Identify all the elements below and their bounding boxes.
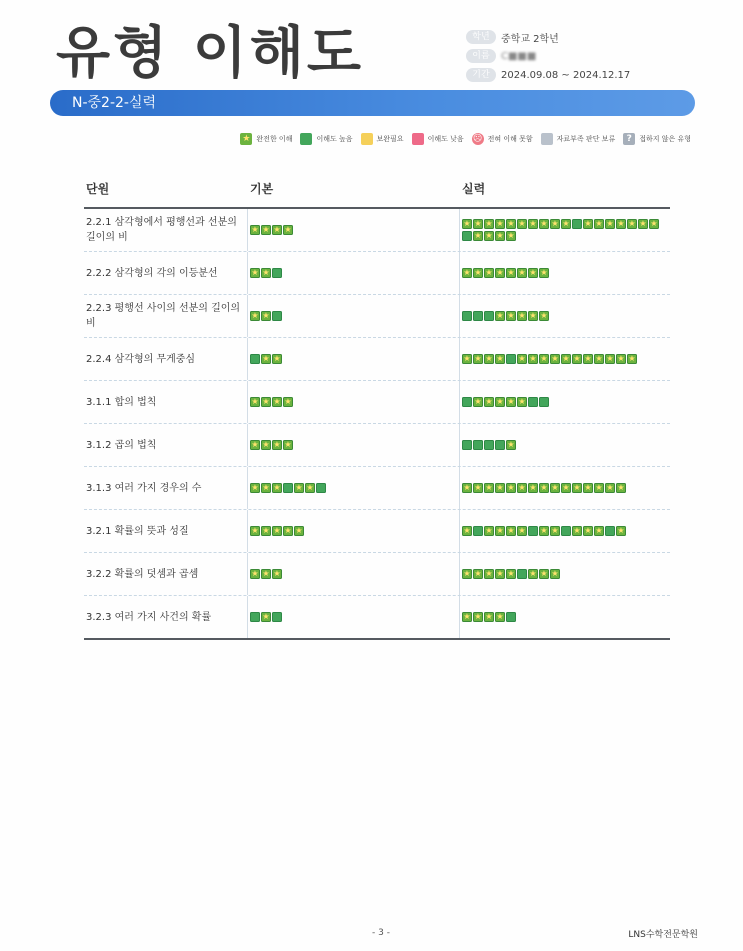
legend-item — [472, 133, 533, 145]
green-mark-icon — [316, 483, 326, 493]
yellow-square-icon — [361, 133, 373, 145]
star-mark-icon — [462, 219, 472, 229]
green-mark-icon — [506, 612, 516, 622]
star-mark-icon — [495, 612, 505, 622]
star-mark-icon — [495, 569, 505, 579]
star-mark-icon — [506, 526, 516, 536]
table-header — [84, 170, 670, 209]
star-mark-icon — [539, 483, 549, 493]
star-mark-icon — [539, 219, 549, 229]
star-mark-icon — [261, 397, 271, 407]
advanced-result-marks — [462, 525, 667, 537]
pink-square-icon — [412, 133, 424, 145]
header-advanced: 실력 — [462, 182, 486, 196]
section-title: N-중2-2-실력 — [72, 95, 157, 111]
star-icon: ★ — [242, 134, 251, 144]
star-mark-icon — [462, 483, 472, 493]
star-mark-icon — [484, 526, 494, 536]
basic-result-marks — [250, 482, 455, 494]
star-mark-icon — [594, 483, 604, 493]
advanced-result-marks — [462, 267, 667, 279]
advanced-result-marks — [462, 568, 667, 580]
green-mark-icon — [272, 311, 282, 321]
star-mark-icon — [594, 526, 604, 536]
unit-name: 2.2.4 삼각형의 무게중심 — [84, 338, 248, 380]
star-mark-icon — [283, 440, 293, 450]
legend-item — [623, 133, 691, 145]
star-mark-icon — [473, 219, 483, 229]
star-mark-icon — [261, 225, 271, 235]
advanced-cell — [460, 596, 670, 638]
star-mark-icon — [561, 354, 571, 364]
advanced-cell — [460, 209, 670, 251]
unit-name: 3.2.2 확률의 덧셈과 곱셈 — [84, 553, 248, 595]
green-mark-icon — [517, 569, 527, 579]
basic-cell — [248, 467, 460, 509]
star-mark-icon — [283, 397, 293, 407]
table-row — [84, 209, 670, 252]
star-mark-icon — [517, 397, 527, 407]
green-square-icon — [300, 133, 312, 145]
unit-name: 3.2.3 여러 가지 사건의 확률 — [84, 596, 248, 638]
star-mark-icon — [272, 225, 282, 235]
star-mark-icon — [539, 354, 549, 364]
green-mark-icon — [539, 397, 549, 407]
star-mark-icon — [528, 311, 538, 321]
basic-result-marks — [250, 396, 455, 408]
star-mark-icon — [528, 483, 538, 493]
star-mark-icon — [594, 219, 604, 229]
advanced-result-marks — [462, 396, 667, 408]
meta-row — [466, 47, 630, 65]
star-mark-icon — [572, 526, 582, 536]
meta-label: 학년 — [466, 30, 496, 44]
star-mark-icon — [462, 354, 472, 364]
advanced-cell — [460, 338, 670, 380]
basic-cell — [248, 381, 460, 423]
star-mark-icon — [495, 268, 505, 278]
star-mark-icon — [261, 483, 271, 493]
green-mark-icon — [462, 397, 472, 407]
advanced-cell — [460, 252, 670, 294]
legend-item — [541, 133, 616, 145]
table-row — [84, 424, 670, 467]
star-mark-icon — [627, 219, 637, 229]
star-mark-icon — [616, 354, 626, 364]
basic-result-marks — [250, 439, 455, 451]
star-mark-icon — [506, 397, 516, 407]
advanced-cell — [460, 424, 670, 466]
star-mark-icon — [473, 483, 483, 493]
star-mark-icon — [528, 354, 538, 364]
star-mark-icon — [495, 526, 505, 536]
legend-label: 완전한 이해 — [256, 135, 293, 143]
page-title: 유형 이해도 — [56, 21, 364, 86]
legend — [232, 133, 691, 145]
question-icon: ? — [623, 133, 635, 145]
star-mark-icon — [462, 569, 472, 579]
star-mark-icon — [605, 219, 615, 229]
basic-result-marks — [250, 353, 455, 365]
star-mark-icon — [539, 526, 549, 536]
star-mark-icon — [250, 569, 260, 579]
star-mark-icon — [627, 354, 637, 364]
star-mark-icon — [484, 231, 494, 241]
star-mark-icon — [517, 354, 527, 364]
star-mark-icon — [528, 569, 538, 579]
star-mark-icon — [506, 569, 516, 579]
star-mark-icon — [272, 440, 282, 450]
star-mark-icon — [605, 483, 615, 493]
star-mark-icon — [495, 311, 505, 321]
legend-label: 자료부족 판단 보류 — [556, 135, 616, 143]
star-mark-icon — [250, 526, 260, 536]
legend-label: 접하지 않은 유형 — [639, 135, 691, 143]
basic-cell — [248, 295, 460, 337]
star-mark-icon — [506, 311, 516, 321]
legend-label: 전혀 이해 못함 — [487, 135, 533, 143]
star-mark-icon — [272, 397, 282, 407]
basic-result-marks — [250, 525, 455, 537]
understanding-table — [84, 170, 670, 640]
star-mark-icon — [539, 268, 549, 278]
star-mark-icon — [616, 219, 626, 229]
star-mark-icon — [594, 354, 604, 364]
star-mark-icon — [250, 440, 260, 450]
star-mark-icon — [261, 311, 271, 321]
star-mark-icon — [616, 483, 626, 493]
star-mark-icon — [484, 268, 494, 278]
section-bar — [50, 90, 695, 116]
star-mark-icon — [550, 526, 560, 536]
star-mark-icon — [649, 219, 659, 229]
table-body — [84, 209, 670, 640]
unit-name: 3.1.1 합의 법칙 — [84, 381, 248, 423]
green-mark-icon — [605, 526, 615, 536]
unit-name: 3.1.2 곱의 법칙 — [84, 424, 248, 466]
star-mark-icon — [517, 483, 527, 493]
star-mark-icon — [495, 231, 505, 241]
advanced-cell — [460, 467, 670, 509]
advanced-result-marks — [462, 218, 667, 242]
star-mark-icon — [495, 354, 505, 364]
star-mark-icon — [272, 483, 282, 493]
star-mark-icon — [605, 354, 615, 364]
header-basic: 기본 — [250, 182, 274, 196]
star-mark-icon — [250, 397, 260, 407]
star-mark-icon — [517, 526, 527, 536]
basic-result-marks — [250, 568, 455, 580]
basic-result-marks — [250, 611, 455, 623]
advanced-result-marks — [462, 611, 667, 623]
meta-row — [466, 28, 630, 46]
green-mark-icon — [473, 440, 483, 450]
star-mark-icon — [495, 397, 505, 407]
basic-cell — [248, 553, 460, 595]
green-mark-icon — [528, 397, 538, 407]
green-mark-icon — [484, 440, 494, 450]
student-info — [466, 28, 630, 85]
unit-name: 2.2.3 평행선 사이의 선분의 길이의 비 — [84, 295, 248, 337]
star-mark-icon — [294, 526, 304, 536]
advanced-result-marks — [462, 310, 667, 322]
unit-name: 3.1.3 여러 가지 경우의 수 — [84, 467, 248, 509]
star-mark-icon — [506, 219, 516, 229]
meta-label: 기간 — [466, 68, 496, 82]
star-mark-icon — [462, 526, 472, 536]
star-mark-icon — [261, 526, 271, 536]
meta-value: C■■■ — [501, 50, 537, 62]
star-mark-icon — [583, 526, 593, 536]
green-mark-icon — [283, 483, 293, 493]
star-mark-icon — [261, 268, 271, 278]
header-unit: 단원 — [86, 182, 110, 196]
star-mark-icon — [616, 526, 626, 536]
star-mark-icon — [473, 612, 483, 622]
red-face-icon: ☹ — [472, 134, 483, 144]
meta-value: 2024.09.08 ~ 2024.12.17 — [501, 69, 631, 81]
gray-square-icon — [541, 133, 553, 145]
star-mark-icon — [572, 354, 582, 364]
basic-cell — [248, 209, 460, 251]
basic-result-marks — [250, 267, 455, 279]
basic-result-marks — [250, 224, 455, 236]
star-mark-icon — [572, 483, 582, 493]
star-mark-icon — [550, 569, 560, 579]
star-mark-icon — [561, 483, 571, 493]
advanced-cell — [460, 510, 670, 552]
star-mark-icon — [250, 311, 260, 321]
table-row — [84, 510, 670, 553]
basic-cell — [248, 424, 460, 466]
meta-row — [466, 66, 630, 84]
green-mark-icon — [506, 354, 516, 364]
star-mark-icon — [539, 569, 549, 579]
advanced-cell — [460, 381, 670, 423]
advanced-result-marks — [462, 482, 667, 494]
unit-name: 3.2.1 확률의 뜻과 성질 — [84, 510, 248, 552]
advanced-cell — [460, 553, 670, 595]
star-mark-icon — [473, 354, 483, 364]
star-mark-icon — [473, 569, 483, 579]
star-mark-icon — [506, 483, 516, 493]
star-mark-icon — [506, 268, 516, 278]
star-mark-icon — [583, 219, 593, 229]
star-mark-icon — [506, 231, 516, 241]
green-mark-icon — [272, 612, 282, 622]
star-mark-icon — [495, 483, 505, 493]
table-row — [84, 467, 670, 510]
unit-name: 2.2.2 삼각형의 각의 이등분선 — [84, 252, 248, 294]
legend-label: 이해도 높음 — [316, 135, 353, 143]
advanced-result-marks — [462, 353, 667, 365]
legend-item — [412, 133, 464, 145]
star-mark-icon — [283, 526, 293, 536]
table-row — [84, 295, 670, 338]
star-mark-icon — [250, 268, 260, 278]
basic-result-marks — [250, 310, 455, 322]
star-mark-icon — [495, 219, 505, 229]
legend-label: 보완필요 — [376, 135, 404, 143]
star-mark-icon — [517, 268, 527, 278]
star-mark-icon — [484, 483, 494, 493]
star-mark-icon — [484, 354, 494, 364]
star-mark-icon — [550, 219, 560, 229]
green-mark-icon — [272, 268, 282, 278]
green-mark-icon — [462, 311, 472, 321]
green-mark-icon — [484, 311, 494, 321]
star-mark-icon — [473, 231, 483, 241]
star-mark-icon — [550, 354, 560, 364]
star-mark-icon — [250, 225, 260, 235]
star-mark-icon — [528, 219, 538, 229]
green-mark-icon — [462, 440, 472, 450]
star-mark-icon — [272, 526, 282, 536]
star-mark-icon — [283, 225, 293, 235]
star-mark-icon — [583, 354, 593, 364]
legend-item — [240, 133, 292, 145]
star-mark-icon — [272, 354, 282, 364]
green-mark-icon — [473, 526, 483, 536]
star-mark-icon — [261, 440, 271, 450]
green-mark-icon — [495, 440, 505, 450]
table-row — [84, 596, 670, 640]
basic-cell — [248, 252, 460, 294]
meta-value: 중학교 2학년 — [501, 33, 559, 45]
star-mark-icon — [462, 612, 472, 622]
table-row — [84, 381, 670, 424]
star-mark-icon — [272, 569, 282, 579]
table-row — [84, 553, 670, 596]
basic-cell — [248, 510, 460, 552]
star-mark-icon — [484, 219, 494, 229]
star-mark-icon — [484, 569, 494, 579]
green-mark-icon — [572, 219, 582, 229]
meta-label: 이름 — [466, 49, 496, 63]
green-mark-icon — [561, 526, 571, 536]
legend-item — [361, 133, 404, 145]
star-mark-icon — [517, 311, 527, 321]
star-mark-icon — [484, 612, 494, 622]
star-mark-icon — [638, 219, 648, 229]
green-mark-icon — [462, 231, 472, 241]
star-mark-icon — [261, 569, 271, 579]
star-mark-icon — [506, 440, 516, 450]
basic-cell — [248, 338, 460, 380]
star-mark-icon — [261, 612, 271, 622]
green-mark-icon — [473, 311, 483, 321]
star-mark-icon — [473, 268, 483, 278]
star-mark-icon — [561, 219, 571, 229]
basic-cell — [248, 596, 460, 638]
star-mark-icon — [261, 354, 271, 364]
legend-item — [300, 133, 352, 145]
star-mark-icon — [294, 483, 304, 493]
star-mark-icon — [305, 483, 315, 493]
green-mark-icon — [528, 526, 538, 536]
star-mark-icon — [473, 397, 483, 407]
star-mark-icon — [583, 483, 593, 493]
star-mark-icon — [250, 483, 260, 493]
legend-label: 이해도 낮음 — [427, 135, 464, 143]
green-mark-icon — [250, 354, 260, 364]
star-mark-icon — [539, 311, 549, 321]
unit-name: 2.2.1 삼각형에서 평행선과 선분의 길이의 비 — [84, 209, 248, 251]
advanced-result-marks — [462, 439, 667, 451]
star-mark-icon — [528, 268, 538, 278]
star-mark-icon — [550, 483, 560, 493]
table-row — [84, 338, 670, 381]
star-mark-icon — [462, 268, 472, 278]
page-number: - 3 - — [372, 928, 390, 938]
academy-name: LNS수학전문학원 — [628, 930, 698, 940]
advanced-cell — [460, 295, 670, 337]
star-mark-icon — [484, 397, 494, 407]
table-row — [84, 252, 670, 295]
green-mark-icon — [250, 612, 260, 622]
star-mark-icon — [517, 219, 527, 229]
